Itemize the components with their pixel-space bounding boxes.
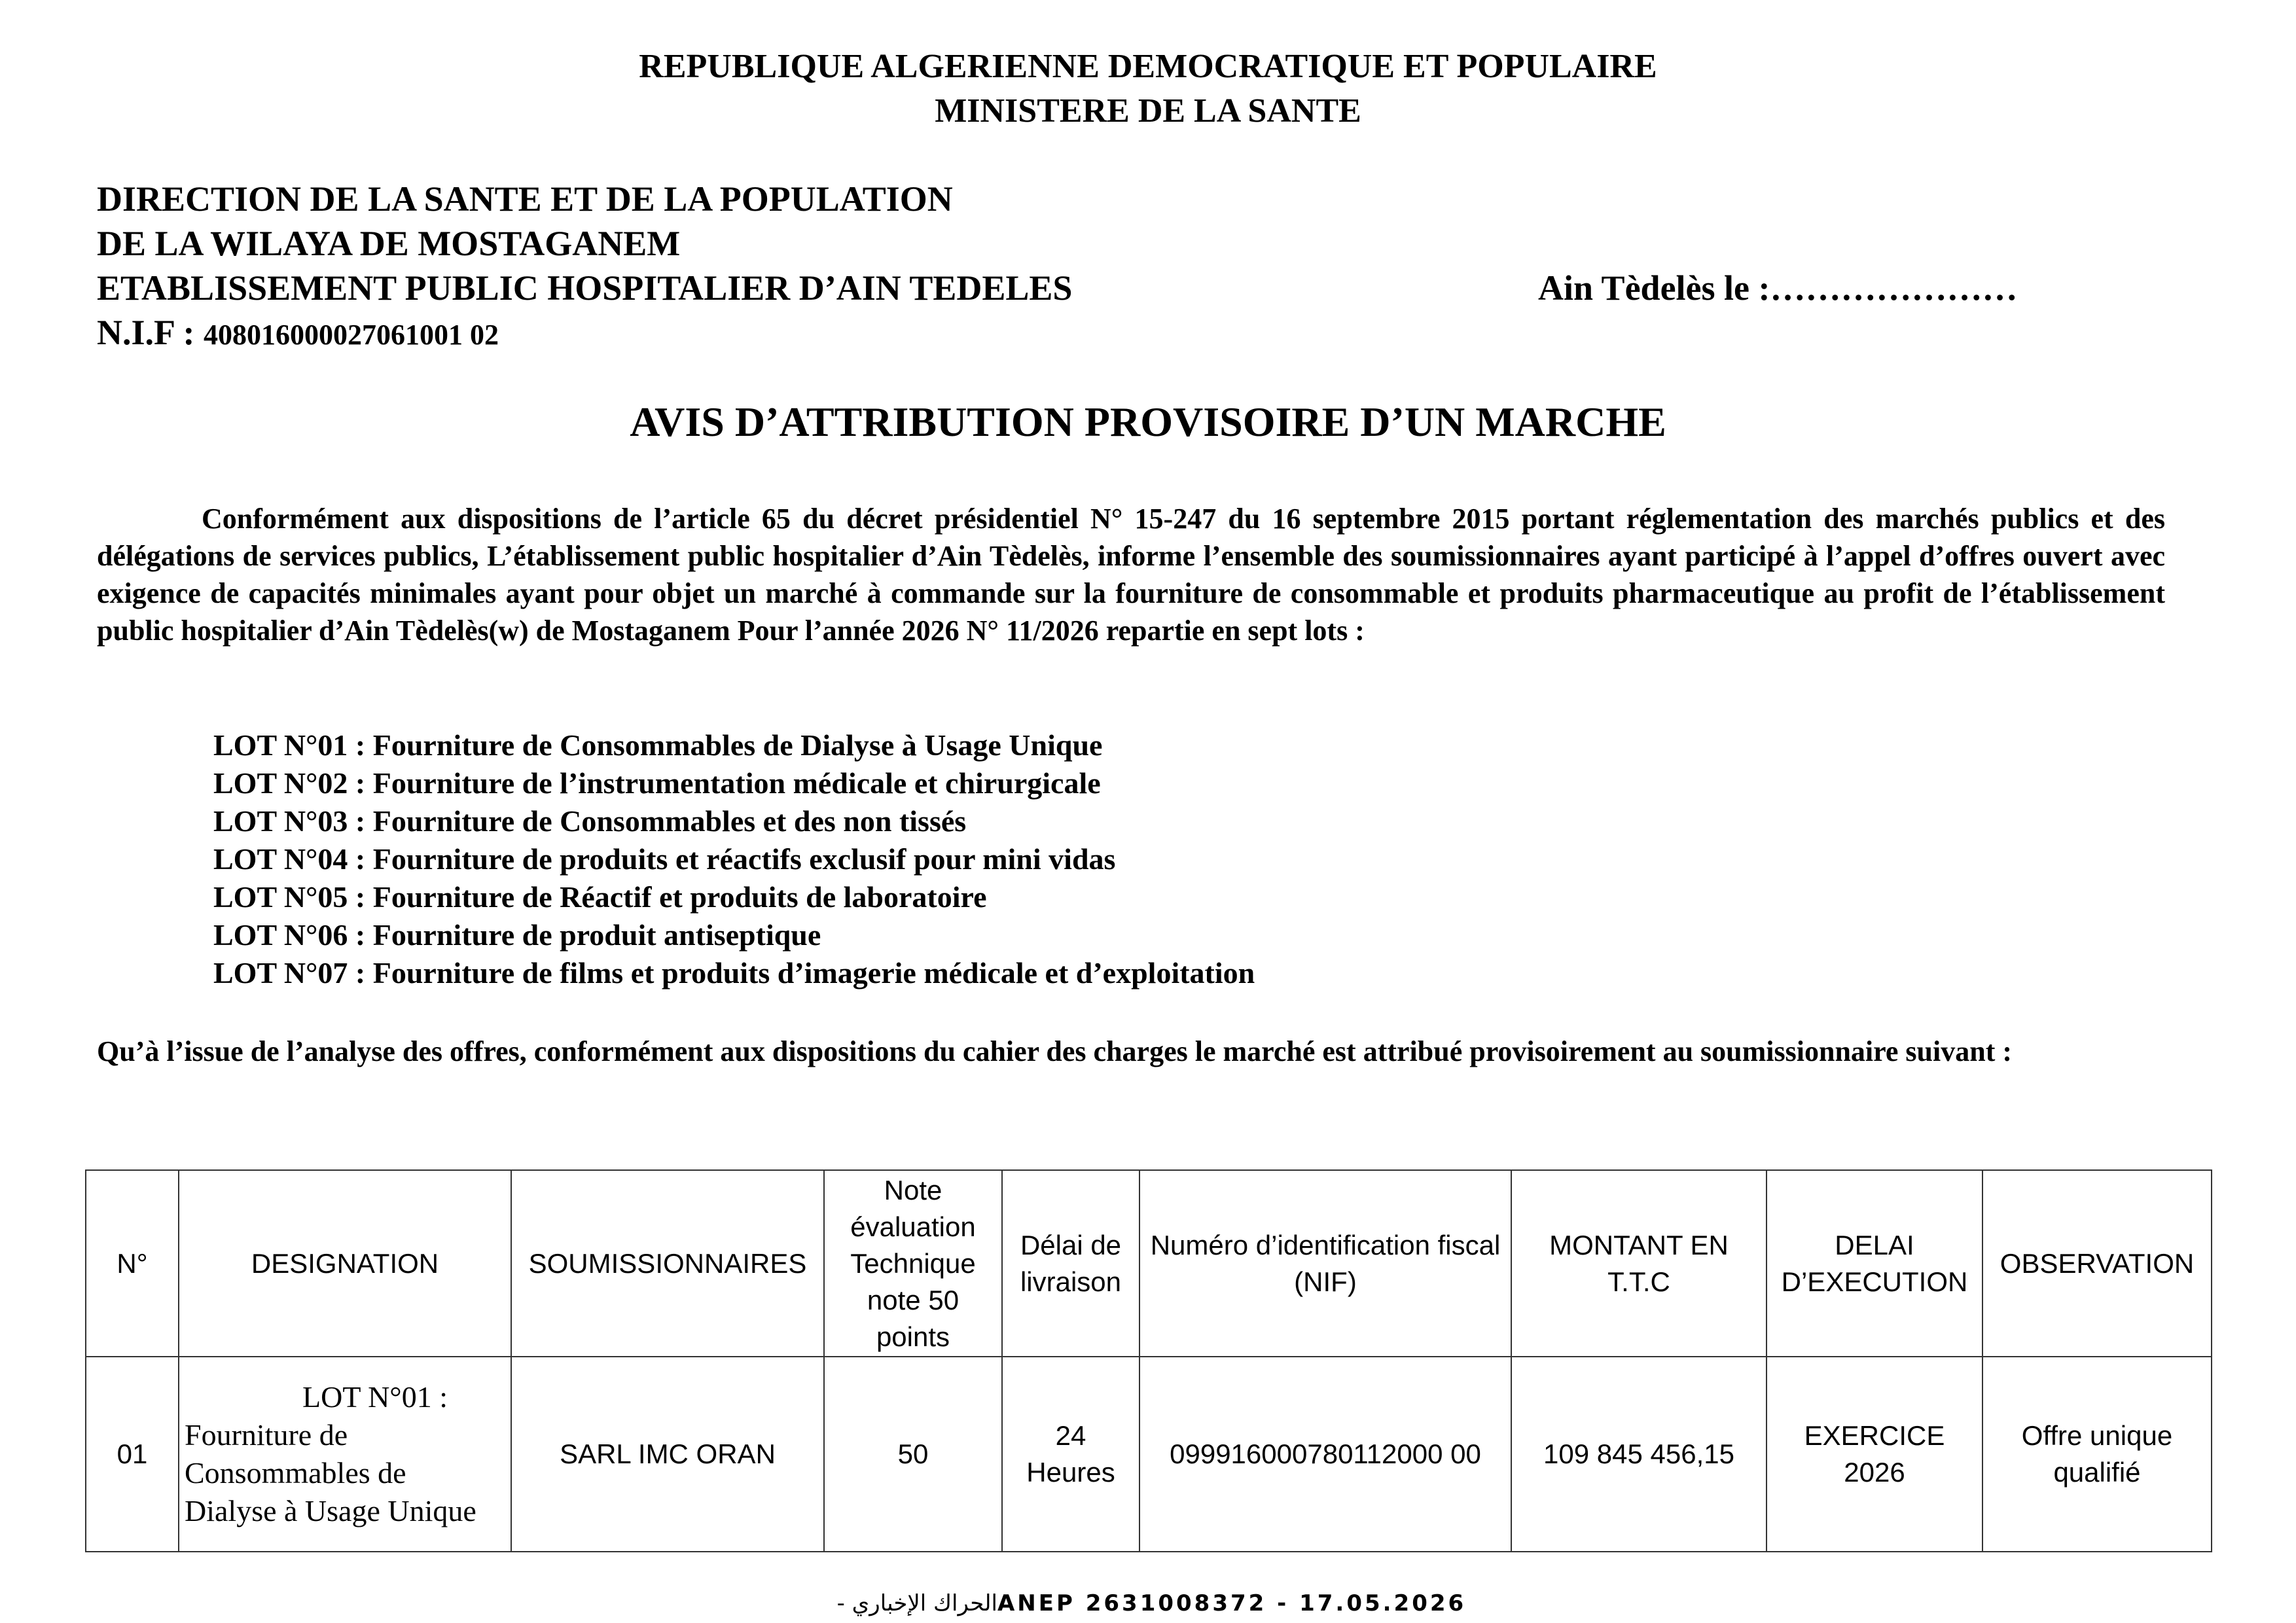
nif-label: N.I.F : bbox=[97, 313, 195, 352]
table-header-row bbox=[86, 1170, 2212, 1357]
col-header-bidders: SOUMISSIONNAIRES bbox=[511, 1170, 824, 1357]
col-header-delivery: Délai de livraison bbox=[1002, 1170, 1139, 1357]
col-header-observation: OBSERVATION bbox=[1982, 1170, 2212, 1357]
col-header-designation: DESIGNATION bbox=[179, 1170, 511, 1357]
direction-line-1: DIRECTION DE LA SANTE ET DE LA POPULATION bbox=[97, 179, 953, 219]
list-item: LOT N°01 : Fourniture de Consommables de Dialyse à Usage Unique bbox=[213, 728, 1103, 762]
cell-number: 01 bbox=[86, 1357, 179, 1552]
lots-list bbox=[213, 726, 1255, 992]
table-row bbox=[86, 1357, 2212, 1552]
cell-observation: Offre unique qualifié bbox=[1982, 1357, 2212, 1552]
list-item: LOT N°03 : Fourniture de Consommables et des non tissés bbox=[213, 804, 967, 838]
ministry-title: MINISTERE DE LA SANTE bbox=[935, 92, 1361, 130]
col-header-nif: Numéro d’identification fiscal (NIF) bbox=[1139, 1170, 1511, 1357]
col-header-number: N° bbox=[86, 1170, 179, 1357]
republic-title: REPUBLIQUE ALGERIENNE DEMOCRATIQUE ET POPULAIRE bbox=[639, 48, 1657, 85]
cell-amount: 109 845 456,15 bbox=[1511, 1357, 1767, 1552]
footer-anep: ANEP 2631008372 - 17.05.2026 bbox=[997, 1590, 1467, 1616]
cell-delivery: 24 Heures bbox=[1002, 1357, 1139, 1552]
designation-text: Fourniture de Consommables de Dialyse à Usage Unique bbox=[185, 1418, 476, 1527]
cell-designation bbox=[179, 1357, 511, 1552]
cell-bidder: SARL IMC ORAN bbox=[511, 1357, 824, 1552]
notice-title: AVIS D’ATTRIBUTION PROVISOIRE D’UN MARCHE bbox=[630, 399, 1666, 445]
cell-score: 50 bbox=[824, 1357, 1002, 1552]
col-header-score: Note évaluation Technique note 50 points bbox=[824, 1170, 1002, 1357]
list-item: LOT N°06 : Fourniture de produit antiseptique bbox=[213, 918, 821, 952]
footer-arabic: الحراك الإخباري - bbox=[829, 1590, 997, 1616]
footer-reference bbox=[0, 1590, 2296, 1616]
place-date: Ain Tèdelès le :………………… bbox=[1538, 268, 2018, 308]
nif-line bbox=[97, 310, 499, 357]
direction-line-2: DE LA WILAYA DE MOSTAGANEM bbox=[97, 224, 681, 263]
list-item: LOT N°04 : Fourniture de produits et réactifs exclusif pour mini vidas bbox=[213, 842, 1116, 876]
intro-paragraph bbox=[97, 500, 2165, 649]
col-header-execution: DELAI D’EXECUTION bbox=[1767, 1170, 1982, 1357]
designation-lot-number: LOT N°01 : bbox=[302, 1380, 448, 1414]
list-item: LOT N°02 : Fourniture de l’instrumentation médicale et chirurgicale bbox=[213, 766, 1101, 800]
cell-execution: EXERCICE 2026 bbox=[1767, 1357, 1982, 1552]
col-header-amount: MONTANT EN T.T.C bbox=[1511, 1170, 1767, 1357]
list-item: LOT N°05 : Fourniture de Réactif et produits de laboratoire bbox=[213, 880, 987, 914]
conclusion-text: Qu’à l’issue de l’analyse des offres, conformément aux dispositions du cahier des charges le marché est attribué provisoirement au soumissionnaire suivant : bbox=[97, 1035, 2012, 1067]
direction-line-3: ETABLISSEMENT PUBLIC HOSPITALIER D’AIN TEDELES bbox=[97, 268, 1073, 308]
nif-value: 408016000027061001 02 bbox=[203, 319, 499, 351]
cell-nif: 099916000780112000 00 bbox=[1139, 1357, 1511, 1552]
award-table bbox=[85, 1169, 2212, 1552]
list-item: LOT N°07 : Fourniture de films et produits d’imagerie médicale et d’exploitation bbox=[213, 956, 1255, 990]
intro-text: Conformément aux dispositions de l’article 65 du décret présidentiel N° 15-247 du 16 septembre 2015 portant réglementation des marchés publics et des délégations de services publics, L’établissement public hospitalier d’Ain Tèdelès, informe l’ensemble des soumissionnaires ayant participé à l’appel d’offres ouvert avec exigence de capacités minimales ayant pour objet un marché à commande sur la fourniture de consommable et produits pharmaceutique au profit de l’établissement public hospitalier d’Ain Tèdelès(w) de Mostaganem Pour l’année 2026 N° 11/2026 repartie en sept lots : bbox=[97, 503, 2165, 647]
